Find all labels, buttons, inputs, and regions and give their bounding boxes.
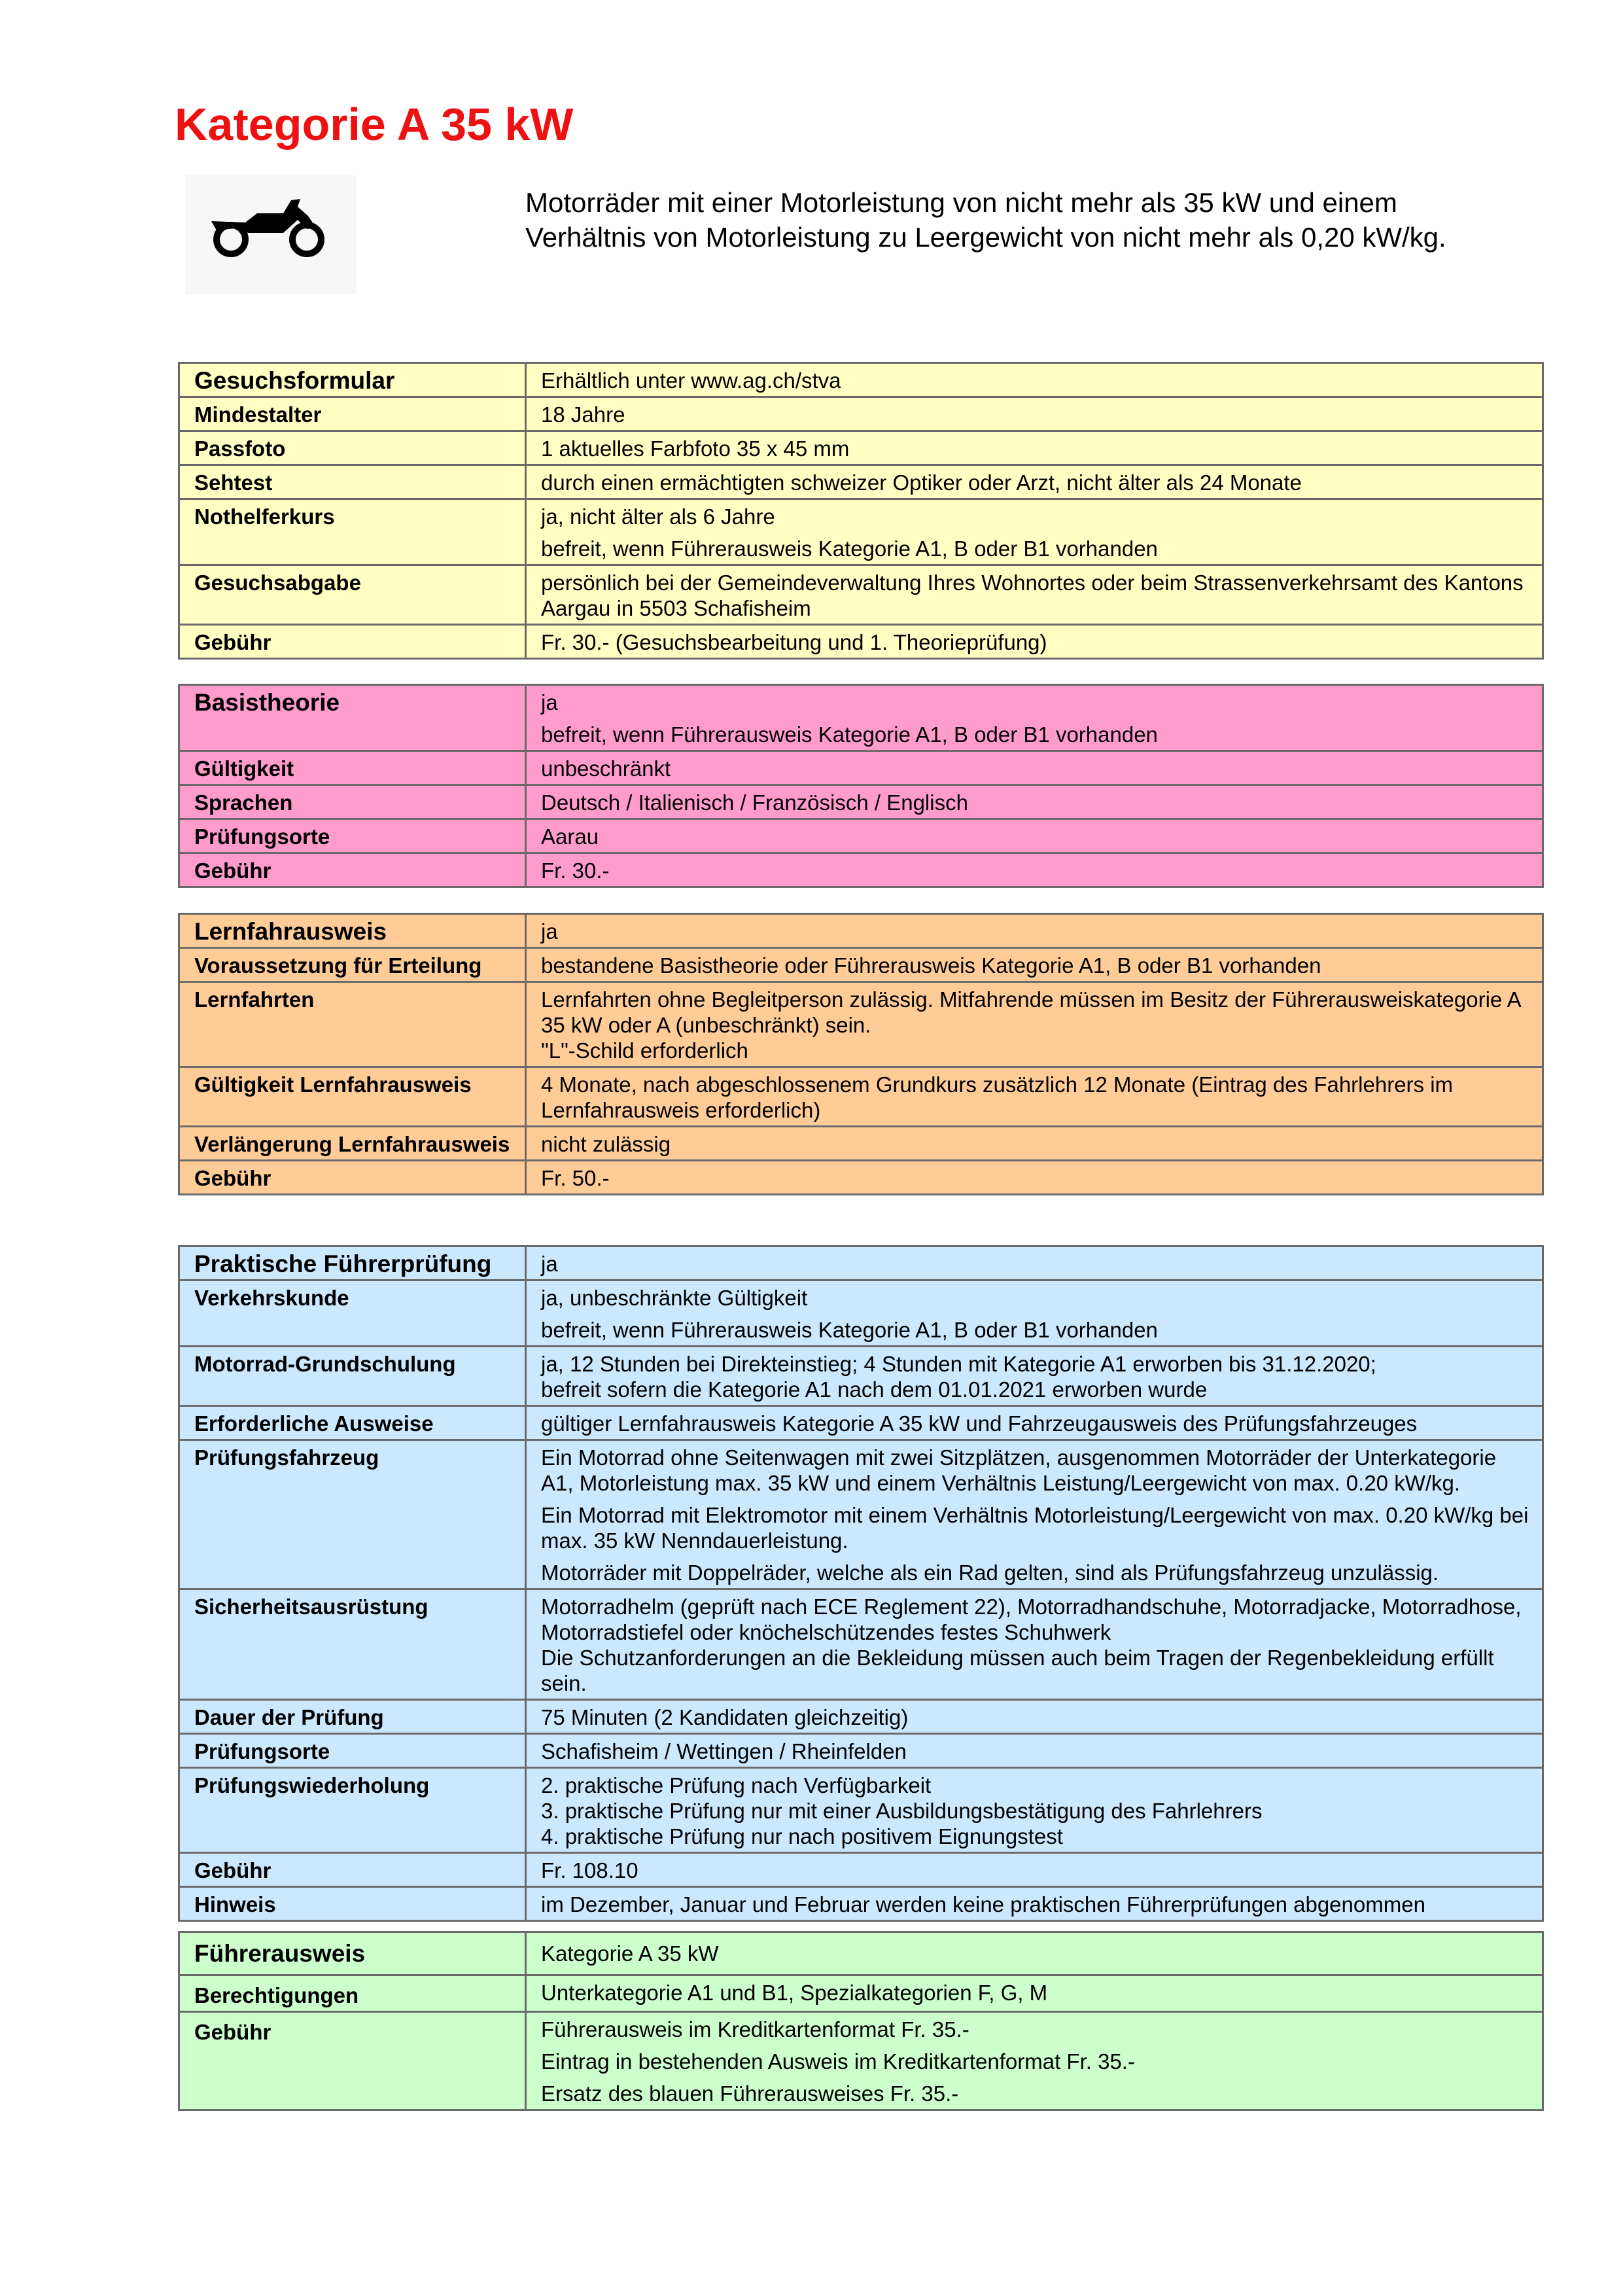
- row-label: Basistheorie: [179, 685, 526, 751]
- value-line: gültiger Lernfahrausweis Kategorie A 35 kW und Fahrzeugausweis des Prüfungsfahrzeuges: [541, 1411, 1418, 1436]
- table-row: [179, 1887, 1543, 1921]
- row-label: Motorrad-Grundschulung: [179, 1347, 526, 1406]
- row-value: [526, 1700, 1543, 1734]
- row-label: Gesuchsabgabe: [179, 565, 526, 625]
- table-row: [179, 625, 1543, 659]
- value-line: Ersatz des blauen Führerausweises Fr. 35.-: [541, 2081, 959, 2106]
- value-line: Fr. 50.-: [541, 1166, 610, 1190]
- table-row: [179, 1161, 1543, 1195]
- table-gesuch: [178, 362, 1544, 660]
- row-value: [526, 625, 1543, 659]
- value-line: ja, 12 Stunden bei Direkteinstieg; 4 Stunden mit Kategorie A1 erworben bis 31.12.2020;: [541, 1352, 1376, 1376]
- row-value: [526, 1768, 1543, 1853]
- row-value: [526, 1127, 1543, 1161]
- value-line: "L"-Schild erforderlich: [541, 1038, 748, 1063]
- value-line: nicht zulässig: [541, 1132, 671, 1156]
- value-line: ja, nicht älter als 6 Jahre: [541, 504, 775, 529]
- row-value: [526, 982, 1543, 1067]
- value-line: Fr. 30.- (Gesuchsbearbeitung und 1. Theorieprüfung): [541, 630, 1047, 654]
- row-value: [526, 2012, 1543, 2110]
- row-label: Dauer der Prüfung: [179, 1700, 526, 1734]
- page-title: Kategorie A 35 kW: [175, 99, 574, 150]
- table-row: [179, 565, 1543, 625]
- table-row: [179, 982, 1543, 1067]
- table-row: [179, 1067, 1543, 1127]
- row-label: Gültigkeit: [179, 751, 526, 785]
- row-value: [526, 853, 1543, 887]
- row-label: Voraussetzung für Erteilung: [179, 948, 526, 982]
- value-line: ja: [541, 919, 558, 944]
- value-line: befreit, wenn Führerausweis Kategorie A1, B oder B1 vorhanden: [541, 722, 1158, 747]
- value-line: ja: [541, 690, 558, 715]
- value-line: Die Schutzanforderungen an die Bekleidung müssen auch beim Tragen der Regenbekleidung erfüllt sein.: [541, 1646, 1494, 1695]
- table-row: [179, 785, 1543, 819]
- row-label: Sehtest: [179, 465, 526, 499]
- row-value: [526, 465, 1543, 499]
- value-line: Fr. 30.-: [541, 858, 610, 883]
- value-line: 3. praktische Prüfung nur mit einer Ausbildungsbestätigung des Fahrlehrers: [541, 1799, 1263, 1823]
- value-line: Schafisheim / Wettingen / Rheinfelden: [541, 1739, 907, 1763]
- row-value: [526, 1161, 1543, 1195]
- table-row: [179, 1734, 1543, 1768]
- table-row: [179, 1246, 1543, 1280]
- value-line: 2. praktische Prüfung nach Verfügbarkeit: [541, 1773, 932, 1797]
- row-value: [526, 1932, 1543, 1975]
- row-value: [526, 431, 1543, 465]
- table-row: [179, 499, 1543, 565]
- row-label: Gebühr: [179, 1853, 526, 1887]
- value-line: befreit, wenn Führerausweis Kategorie A1, B oder B1 vorhanden: [541, 1318, 1158, 1342]
- table-praktische-pruefung: [178, 1245, 1544, 1922]
- table-row: [179, 914, 1543, 948]
- row-value: [526, 1280, 1543, 1347]
- table-row: [179, 2012, 1543, 2110]
- row-label: Gebühr: [179, 2012, 526, 2110]
- row-value: [526, 1440, 1543, 1589]
- value-line: 75 Minuten (2 Kandidaten gleichzeitig): [541, 1705, 909, 1729]
- row-label: Lernfahrausweis: [179, 914, 526, 948]
- value-line: befreit sofern die Kategorie A1 nach dem 01.01.2021 erworben wurde: [541, 1377, 1208, 1402]
- row-value: [526, 1853, 1543, 1887]
- value-line: Fr. 108.10: [541, 1858, 638, 1882]
- value-line: 18 Jahre: [541, 402, 625, 427]
- row-value: [526, 1887, 1543, 1921]
- row-label: Verkehrskunde: [179, 1280, 526, 1347]
- table-row: [179, 819, 1543, 853]
- row-label: Gebühr: [179, 853, 526, 887]
- value-line: Ein Motorrad ohne Seitenwagen mit zwei Sitzplätzen, ausgenommen Motorräder der Unterkategorie A1, Motorleistung max. 35 kW und einem Verhältnis Leistung/Leergewicht von max. 0.20 kW/kg.: [541, 1445, 1497, 1495]
- value-line: Eintrag in bestehenden Ausweis im Kreditkartenformat Fr. 35.-: [541, 2049, 1135, 2074]
- row-value: [526, 397, 1543, 431]
- value-line: bestandene Basistheorie oder Führerausweis Kategorie A1, B oder B1 vorhanden: [541, 953, 1321, 978]
- row-label: Gebühr: [179, 625, 526, 659]
- value-line: Motorräder mit Doppelräder, welche als ein Rad gelten, sind als Prüfungsfahrzeug unzulässig.: [541, 1561, 1439, 1585]
- table-row: [179, 1127, 1543, 1161]
- row-label: Gültigkeit Lernfahrausweis: [179, 1067, 526, 1127]
- row-label: Prüfungsorte: [179, 819, 526, 853]
- intro-text: Motorräder mit einer Motorleistung von nicht mehr als 35 kW und einem Verhältnis von Motorleistung zu Leergewicht von nicht mehr als 0,20 kW/kg.: [525, 187, 1446, 253]
- row-value: [526, 1246, 1543, 1280]
- row-value: [526, 785, 1543, 819]
- row-label: Sicherheitsausrüstung: [179, 1589, 526, 1700]
- value-line: ja, unbeschränkte Gültigkeit: [541, 1286, 808, 1310]
- table-row: [179, 1700, 1543, 1734]
- value-line: persönlich bei der Gemeindeverwaltung Ihres Wohnortes oder beim Strassenverkehrsamt des Kantons Aargau in 5503 Schafisheim: [541, 571, 1524, 620]
- table-row: [179, 948, 1543, 982]
- table-row: [179, 1347, 1543, 1406]
- row-value: [526, 565, 1543, 625]
- value-line: durch einen ermächtigten schweizer Optiker oder Arzt, nicht älter als 24 Monate: [541, 470, 1302, 495]
- table-row: [179, 1440, 1543, 1589]
- value-line: Ein Motorrad mit Elektromotor mit einem Verhältnis Motorleistung/Leergewicht von max. 0.20 kW/kg bei max. 35 kW Nenndauerleistung.: [541, 1503, 1529, 1553]
- table-row: [179, 1280, 1543, 1347]
- value-line: 4. praktische Prüfung nur nach positivem Eignungstest: [541, 1824, 1063, 1848]
- row-value: [526, 1734, 1543, 1768]
- value-line: Deutsch / Italienisch / Französisch / Englisch: [541, 790, 968, 815]
- value-line: befreit, wenn Führerausweis Kategorie A1, B oder B1 vorhanden: [541, 537, 1158, 561]
- table-row: [179, 685, 1543, 751]
- table-row: [179, 751, 1543, 785]
- value-line: ja: [541, 1252, 558, 1276]
- table-lernfahrausweis: [178, 913, 1544, 1195]
- value-line: 4 Monate, nach abgeschlossenem Grundkurs zusätzlich 12 Monate (Eintrag des Fahrlehrers im Lernfahrausweis erforderlich): [541, 1072, 1454, 1122]
- row-label: Erforderliche Ausweise: [179, 1406, 526, 1440]
- table-row: [179, 465, 1543, 499]
- row-label: Mindestalter: [179, 397, 526, 431]
- value-line: Motorradhelm (geprüft nach ECE Reglement 22), Motorradhandschuhe, Motorradjacke, Motorradhose, Motorradstiefel oder knöchelschützendes festes Schuhwerk: [541, 1595, 1522, 1644]
- row-value: [526, 363, 1543, 397]
- table-row: [179, 1932, 1543, 1975]
- table-row: [179, 431, 1543, 465]
- row-value: [526, 1406, 1543, 1440]
- table-row: [179, 1975, 1543, 2012]
- row-value: [526, 685, 1543, 751]
- value-line: Lernfahrten ohne Begleitperson zulässig. Mitfahrende müssen im Besitz der Führerausweiskategorie A 35 kW oder A (unbeschränkt) sein.: [541, 987, 1520, 1037]
- value-line: im Dezember, Januar und Februar werden keine praktischen Führerprüfungen abgenommen: [541, 1892, 1425, 1916]
- row-value: [526, 1067, 1543, 1127]
- row-value: [526, 499, 1543, 565]
- row-label: Verlängerung Lernfahrausweis: [179, 1127, 526, 1161]
- table-basistheorie: [178, 684, 1544, 888]
- row-value: [526, 1589, 1543, 1700]
- row-label: Gebühr: [179, 1161, 526, 1195]
- table-row: [179, 1589, 1543, 1700]
- row-label: Berechtigungen: [179, 1975, 526, 2012]
- value-line: Unterkategorie A1 und B1, Spezialkategorien F, G, M: [541, 1981, 1048, 2005]
- row-value: [526, 1347, 1543, 1406]
- row-label: Nothelferkurs: [179, 499, 526, 565]
- value-line: Kategorie A 35 kW: [541, 1941, 719, 1966]
- row-label: Sprachen: [179, 785, 526, 819]
- row-label: Prüfungsfahrzeug: [179, 1440, 526, 1589]
- row-label: Passfoto: [179, 431, 526, 465]
- value-line: unbeschränkt: [541, 756, 671, 781]
- row-label: Hinweis: [179, 1887, 526, 1921]
- row-label: Führerausweis: [179, 1932, 526, 1975]
- row-label: Prüfungswiederholung: [179, 1768, 526, 1853]
- value-line: Erhältlich unter www.ag.ch/stva: [541, 368, 841, 393]
- row-value: [526, 751, 1543, 785]
- table-row: [179, 853, 1543, 887]
- table-row: [179, 397, 1543, 431]
- row-label: Lernfahrten: [179, 982, 526, 1067]
- table-row: [179, 1853, 1543, 1887]
- row-value: [526, 1975, 1543, 2012]
- value-line: 1 aktuelles Farbfoto 35 x 45 mm: [541, 436, 850, 461]
- table-row: [179, 363, 1543, 397]
- row-value: [526, 914, 1543, 948]
- table-fuehrerausweis: [178, 1931, 1544, 2111]
- table-row: [179, 1406, 1543, 1440]
- table-row: [179, 1768, 1543, 1853]
- row-value: [526, 819, 1543, 853]
- value-line: Führerausweis im Kreditkartenformat Fr. 35.-: [541, 2017, 969, 2041]
- row-label: Gesuchsformular: [179, 363, 526, 397]
- row-value: [526, 948, 1543, 982]
- row-label: Prüfungsorte: [179, 1734, 526, 1768]
- row-label: Praktische Führerprüfung: [179, 1246, 526, 1280]
- motorcycle-icon: [185, 175, 357, 294]
- value-line: Aarau: [541, 824, 599, 849]
